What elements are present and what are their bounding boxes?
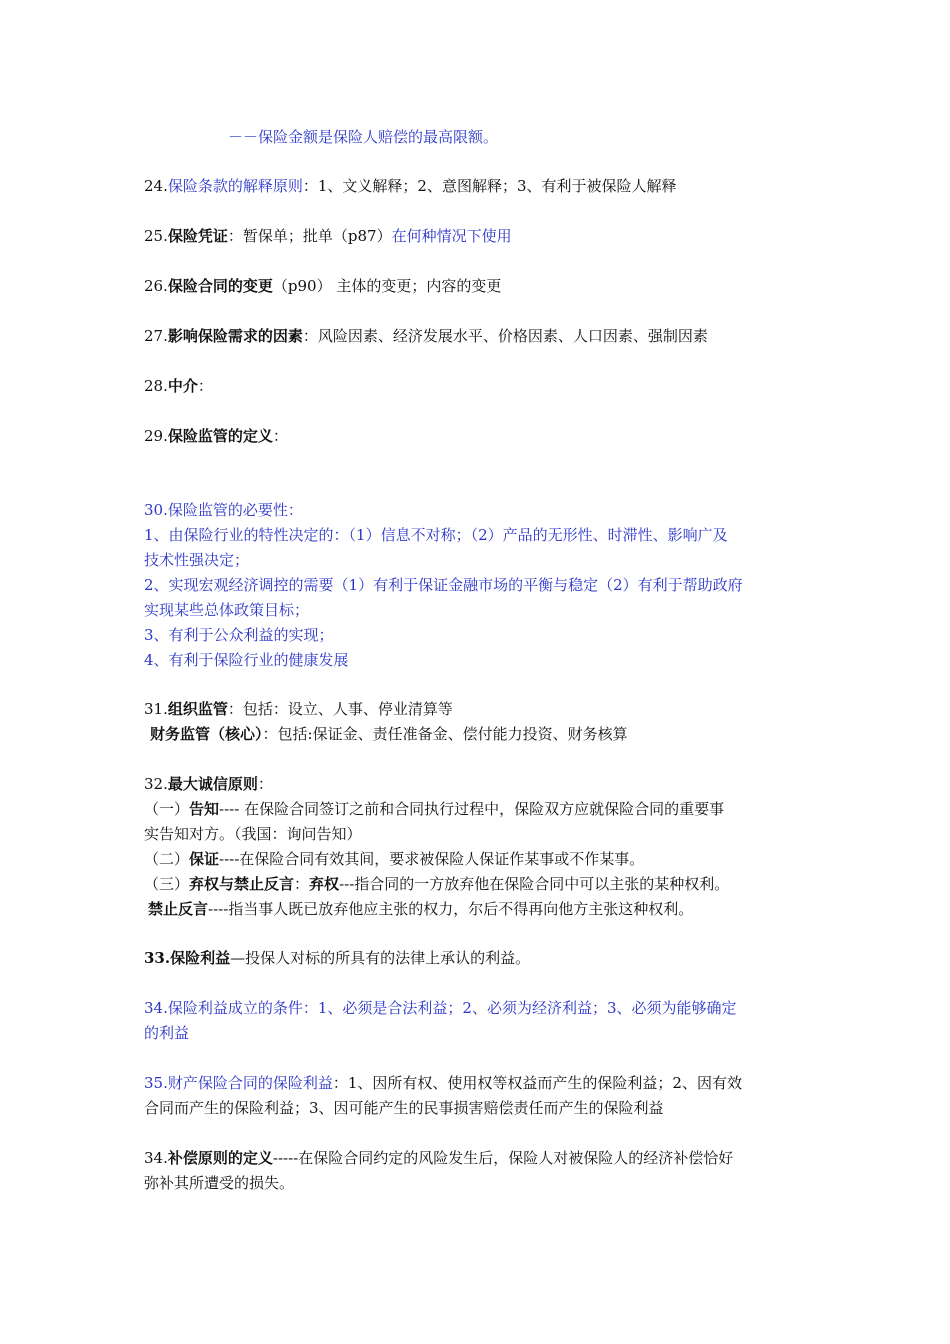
item-35 [144, 1071, 742, 1096]
text: 实现某些总体政策目标； [144, 601, 310, 619]
text: 技术性强决定； [144, 551, 250, 569]
subitem-body: ----在保险合同有效其间，要求被保险人保证作某事或不作某事。 [219, 850, 645, 868]
item-note: 在何种情况下使用 [391, 227, 512, 245]
item-33 [144, 946, 530, 971]
item-body: ：1、因所有权、使用权等权益而产生的保险利益；2、因有效 [332, 1074, 742, 1092]
subitem-body: ---指合同的一方放弃他在保险合同中可以主张的某种权利。 [339, 875, 730, 893]
item-heading: 影响保险需求的因素 [167, 327, 303, 345]
item-27 [144, 324, 708, 349]
text: 3、有利于公众利益的实现； [144, 626, 334, 644]
subitem-term: 禁止反言 [148, 900, 209, 918]
item-24 [144, 174, 677, 199]
item-heading: 保险凭证 [167, 227, 228, 245]
item-number: 25. [144, 227, 168, 245]
subitem-term: 弃权 [309, 875, 340, 893]
item-number: 26. [144, 277, 168, 295]
item-30-line [144, 598, 309, 623]
item-35-line [144, 1096, 664, 1121]
item-34-line [144, 1021, 189, 1046]
item-30-line [144, 573, 743, 598]
item-heading: 保险监管的定义 [167, 427, 273, 445]
item-30-line [144, 523, 728, 548]
text: ： [294, 875, 310, 893]
item-31-finance [150, 722, 628, 747]
item-heading: 财务监管（核心） [150, 725, 263, 743]
item-heading: 补偿原则的定义 [167, 1149, 273, 1167]
subitem-body: ----指当事人既已放弃他应主张的权力，尔后不得再向他方主张这种权利。 [208, 900, 694, 918]
item-32 [144, 772, 273, 797]
item-32-disclosure [144, 797, 724, 822]
item-32-warranty [144, 847, 644, 872]
item-heading: 35.财产保险合同的保险利益 [144, 1074, 333, 1092]
item-heading: 最大诚信原则 [167, 775, 258, 793]
subitem-heading: 告知 [189, 800, 220, 818]
item-34-indemnity [144, 1146, 733, 1171]
item-number: 31. [144, 700, 168, 718]
item-body: ： [257, 775, 273, 793]
subitem-body: ---- 在保险合同签订之前和合同执行过程中，保险双方应就保险合同的重要事 [219, 800, 725, 818]
text: 的利益 [144, 1024, 190, 1042]
item-body: ：包括:保证金、责任准备金、偿付能力投资、财务核算 [262, 725, 628, 743]
item-number: 28. [144, 377, 168, 395]
item-number: 24. [144, 177, 168, 195]
item-number: 29. [144, 427, 168, 445]
item-heading: 33.保险利益 [144, 949, 231, 967]
text: 30.保险监管的必要性： [144, 501, 303, 519]
item-heading: 中介 [167, 377, 198, 395]
subitem-heading: 弃权与禁止反言 [189, 875, 295, 893]
item-heading: 组织监管 [167, 700, 228, 718]
item-34-indemnity-line [144, 1171, 294, 1196]
item-34-conditions [144, 996, 737, 1021]
item-30-heading [144, 498, 303, 523]
item-32-waiver [144, 872, 729, 897]
subitem-number: （一） [144, 800, 190, 818]
item-body: （p90） 主体的变更；内容的变更 [272, 277, 502, 295]
item-body: ： [197, 377, 213, 395]
item-30-line [144, 548, 249, 573]
item-32-estoppel [148, 897, 693, 922]
subitem-heading: 保证 [189, 850, 220, 868]
subitem-number: （三） [144, 875, 190, 893]
item-31 [144, 697, 453, 722]
text: 4、有利于保险行业的健康发展 [144, 651, 349, 669]
item-number: 27. [144, 327, 168, 345]
item-28 [144, 374, 213, 399]
item-body: ：暂保单；批单（p87） [227, 227, 392, 245]
item-body: ： [272, 427, 288, 445]
text: 2、实现宏观经济调控的需要（1）有利于保证金融市场的平衡与稳定（2）有利于帮助政府 [144, 576, 743, 594]
subitem-number: （二） [144, 850, 190, 868]
item-32-line [144, 822, 362, 847]
insured-amount-note [228, 125, 498, 150]
item-body: ：风险因素、经济发展水平、价格因素、人口因素、强制因素 [302, 327, 708, 345]
item-heading: 保险合同的变更 [167, 277, 273, 295]
item-25 [144, 224, 512, 249]
item-number: 34. [144, 1149, 168, 1167]
text: 弥补其所遭受的损失。 [144, 1174, 295, 1192]
item-body: —投保人对标的所具有的法律上承认的利益。 [230, 949, 531, 967]
item-body: ：1、文义解释；2、意图解释；3、有利于被保险人解释 [302, 177, 677, 195]
item-26 [144, 274, 501, 299]
item-heading: 保险条款的解释原则 [167, 177, 303, 195]
item-30-line [144, 648, 349, 673]
item-body: ：包括：设立、人事、停业清算等 [227, 700, 453, 718]
item-30-line [144, 623, 334, 648]
item-number: 32. [144, 775, 168, 793]
item-body: -----在保险合同约定的风险发生后，保险人对被保险人的经济补偿恰好 [272, 1149, 734, 1167]
item-29 [144, 424, 288, 449]
text: 1、由保险行业的特性决定的：（1）信息不对称；（2）产品的无形性、时滞性、影响广及 [144, 526, 728, 544]
text: 合同而产生的保险利益；3、因可能产生的民事损害赔偿责任而产生的保险利益 [144, 1099, 664, 1117]
text: 实告知对方。（我国：询问告知） [144, 825, 362, 843]
text: 34.保险利益成立的条件：1、必须是合法利益；2、必须为经济利益；3、必须为能够确定 [144, 999, 737, 1017]
text: －－保险金额是保险人赔偿的最高限额。 [228, 128, 499, 146]
